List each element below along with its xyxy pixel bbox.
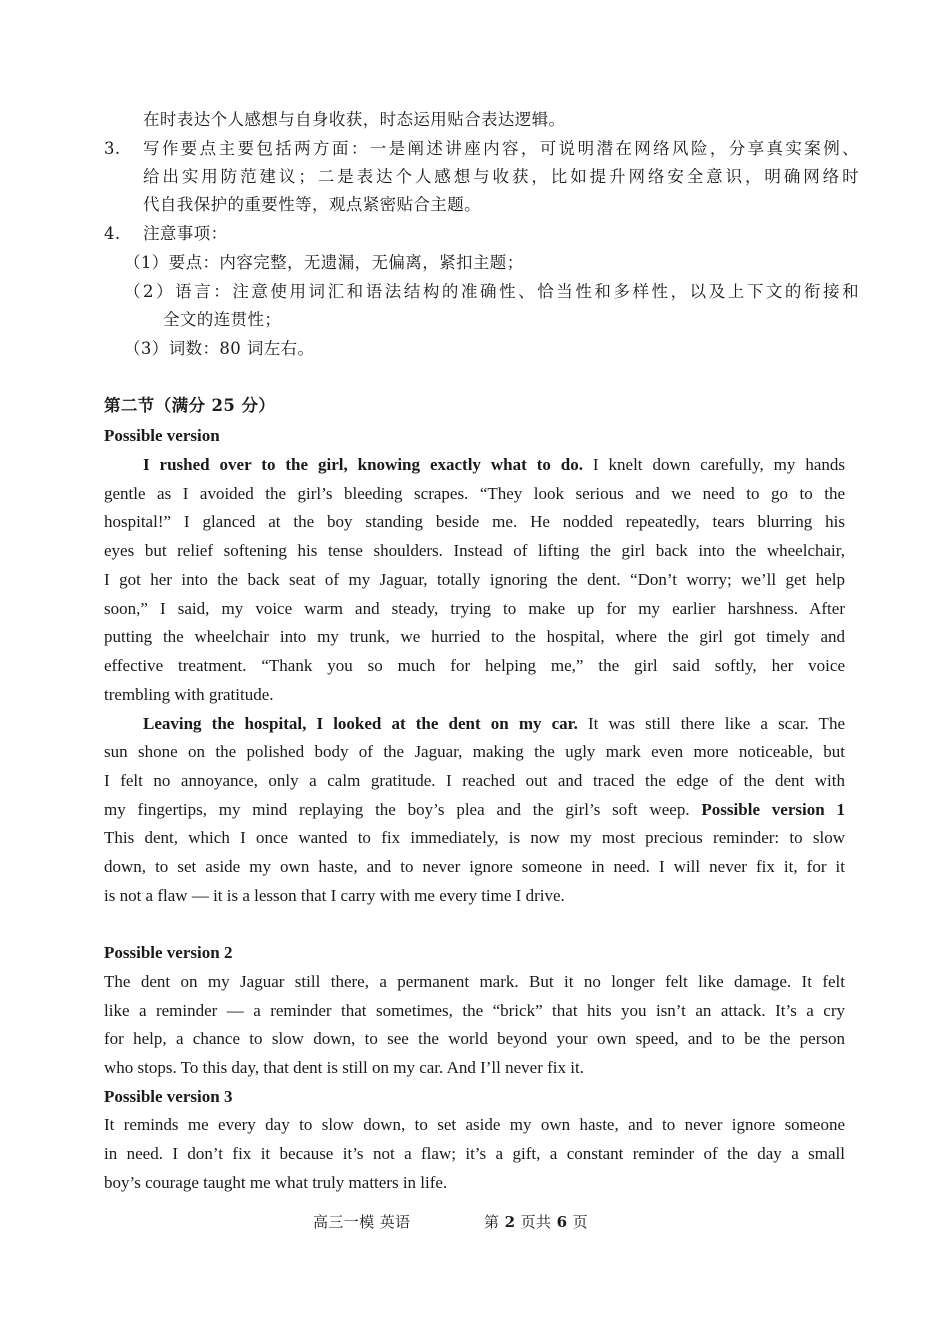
note-point-3: （3）词数：80 词左右。 xyxy=(124,339,315,358)
version-2-line: for help, a chance to slow down, to see the world beyond your own speed, and to be the person xyxy=(104,1029,845,1048)
paragraph-2-line: my fingertips, my mind replaying the boy’s plea and the girl’s soft weep. Possible version 1 xyxy=(104,800,846,819)
version-1-line: is not a flaw — it is a lesson that I carry with me every time I drive. xyxy=(104,886,565,905)
section-heading: 第二节（满分 25 分） xyxy=(104,396,276,415)
note-point-1: （1）要点：内容完整，无遗漏，无偏离，紧扣主题； xyxy=(124,253,524,272)
version-1-line: This dent, which I once wanted to fix immediately, is now my most precious reminder: to slow xyxy=(104,828,845,847)
version-2-line: like a reminder — a reminder that sometimes, the “brick” that hits you isn’t an attack. It’s a cry xyxy=(104,1001,845,1020)
paragraph-1-line: gentle as I avoided the girl’s bleeding scrapes. “They look serious and we need to go to the xyxy=(104,484,845,503)
footer-exam-title: 高三一模 英语 xyxy=(313,1213,411,1231)
paragraph-1-line: putting the wheelchair into my trunk, we hurried to the hospital, where the girl got timely and xyxy=(104,627,845,646)
note-point-2: （2）语言：注意使用词汇和语法结构的准确性、恰当性和多样性，以及上下文的衔接和 xyxy=(124,282,859,301)
paragraph-2-line: sun shone on the polished body of the Jaguar, making the ugly mark even more noticeable, but xyxy=(104,742,845,761)
footer-page-info: 第 2 页共 6 页 xyxy=(484,1213,588,1231)
paragraph-1-line: effective treatment. “Thank you so much for helping me,” the girl said softly, her voice xyxy=(104,656,845,675)
version-2-line: who stops. To this day, that dent is still on my car. And I’ll never fix it. xyxy=(104,1058,584,1077)
paragraph-2-line: I felt no annoyance, only a calm gratitude. I reached out and traced the edge of the dent with xyxy=(104,771,845,790)
version-1-label: Possible version 1 xyxy=(701,800,846,819)
paragraph-1-line: eyes but relief softening his tense shoulders. Instead of lifting the girl back into the wheelchair, xyxy=(104,541,845,560)
notes-continuation-line: 在时表达个人感想与自身收获，时态运用贴合表达逻辑。 xyxy=(143,110,566,129)
version-2-line: The dent on my Jaguar still there, a permanent mark. But it no longer felt like damage. It felt xyxy=(104,972,845,991)
paragraph-1-lead: I rushed over to the girl, knowing exactly what to do. xyxy=(143,455,583,474)
paragraph-1-line: trembling with gratitude. xyxy=(104,685,274,704)
footer-page-number: 2 xyxy=(504,1213,516,1231)
item4-number: 4. xyxy=(104,224,121,243)
version-3-label: Possible version 3 xyxy=(104,1087,233,1106)
item3-line: 写作要点主要包括两方面：一是阐述讲座内容，可说明潜在网络风险，分享真实案例、 xyxy=(143,139,859,158)
paragraph-1-line: I got her into the back seat of my Jaguar, totally ignoring the dent. “Don’t worry; we’ll get help xyxy=(104,570,845,589)
item3-number: 3. xyxy=(104,139,121,158)
version-1-line: down, to set aside my own haste, and to never ignore someone in need. I will never fix it, for it xyxy=(104,857,845,876)
paragraph-1-line: hospital!” I glanced at the boy standing beside me. He nodded repeatedly, tears blurring his xyxy=(104,512,845,531)
version-3-line: boy’s courage taught me what truly matters in life. xyxy=(104,1173,448,1192)
item3-line: 给出实用防范建议；二是表达个人感想与收获，比如提升网络安全意识，明确网络时 xyxy=(143,167,859,186)
note-point-2-cont: 全文的连贯性； xyxy=(163,310,282,329)
paragraph-2-line: Leaving the hospital, I looked at the dent on my car. It was still there like a scar. The xyxy=(143,714,845,733)
paragraph-1-line: soon,” I said, my voice warm and steady, trying to make up for my earlier harshness. After xyxy=(104,599,845,618)
version-3-line: It reminds me every day to slow down, to set aside my own haste, and to never ignore someone xyxy=(104,1115,845,1134)
possible-version-label: Possible version xyxy=(104,426,220,445)
footer-page-total: 6 xyxy=(556,1213,568,1231)
version-2-label: Possible version 2 xyxy=(104,943,233,962)
item3-line: 代自我保护的重要性等，观点紧密贴合主题。 xyxy=(143,195,481,214)
paragraph-1-line: I rushed over to the girl, knowing exactly what to do. I knelt down carefully, my hands xyxy=(143,455,845,474)
paragraph-2-lead: Leaving the hospital, I looked at the dent on my car. xyxy=(143,714,578,733)
version-3-line: in need. I don’t fix it because it’s not a flaw; it’s a gift, a constant reminder of the day a small xyxy=(104,1144,845,1163)
item4-title: 注意事项： xyxy=(143,224,228,243)
